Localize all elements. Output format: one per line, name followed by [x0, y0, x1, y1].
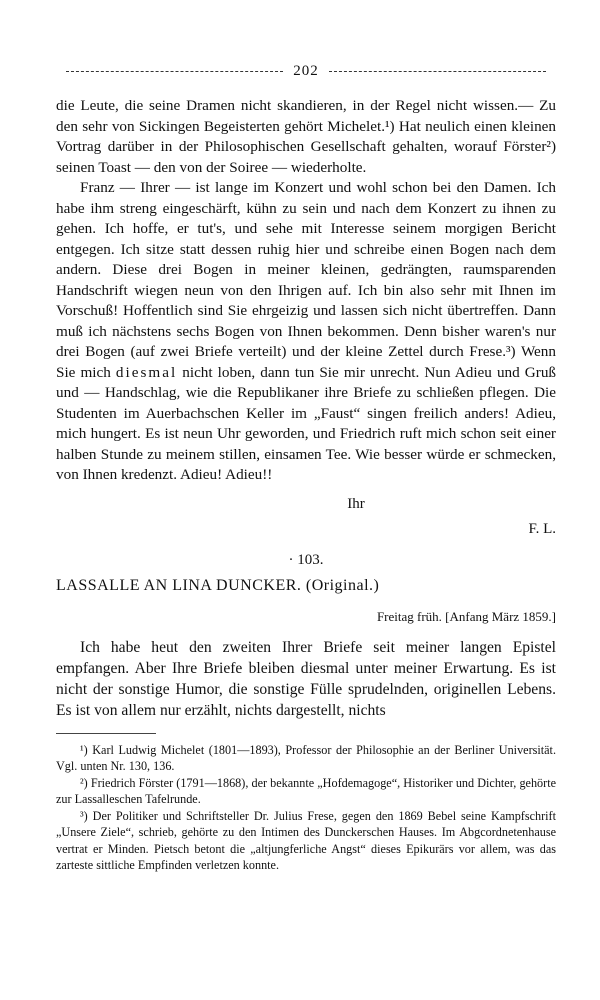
letter-body: [56, 637, 556, 721]
footnote-3: ³) Der Politiker und Schriftsteller Dr. Julius Frese, gegen den 1869 Bebel seine Kampfschrift „Unsere Ziele“, schrieb, gehörte zu den Intimen des Dunckerschen Hauses. Im Abgcordnetenhause vertrat er Minden. Pietsch betont die „altjungferliche Angst“ dieses Epikurärs vor allem, was das zarteste sittliche Empfinden verletzen konnte.: [56, 808, 556, 872]
paragraph-franz: [56, 178, 556, 486]
footnote-1: ¹) Karl Ludwig Michelet (1801—1893), Professor der Philosophie an der Berliner Universität. Vgl. unten Nr. 130, 136.: [56, 742, 556, 773]
document-page: [56, 60, 556, 874]
letter-title-note: (Original.): [305, 576, 380, 594]
footnote-divider: [56, 733, 156, 734]
footnote-2: ²) Friedrich Förster (1791—1868), der bekannte „Hofdemagoge“, Historiker und Dichter, gehörte zur Lassalleschen Tafelrunde.: [56, 775, 556, 806]
page-header: [56, 60, 556, 82]
emphasis-diesmal: diesmal: [115, 363, 178, 381]
signoff-initials: F. L.: [528, 520, 556, 537]
letter-title: LASSALLE AN LINA DUNCKER.: [56, 576, 302, 594]
paragraph-franz-part-a: Franz — Ihrer — ist lange im Konzert und wohl schon bei den Damen. Ich habe ihm streng eingeschärft, kühn zu sein und nach dem Konzert zu ihnen zu gehen. Ich hoffe, er tut's, und sehe mit Interesse seinem morgigen Bericht entgegen. Ich sitze statt dessen ruhig hier und schreibe einen Bogen nach dem andern. Diese drei Bogen in meiner kleinen, gedrängten, raumsparenden Handschrift wiegen neun von den Ihrigen auf. Ich bin also sehr mit Ihnen im Vorschuß! Hoffentlich sind Sie ehrgeizig und lassen sich nicht übertreffen. Dann muß ich nächstens sechs Bogen von Ihnen bekommen. Denn bisher waren's nur drei Bogen (auf zwei Briefe verteilt) und der kleine Zettel durch Frese.³) Wenn Sie mich: [56, 179, 556, 381]
header-rule-right: [329, 71, 546, 72]
letter-number: · 103.: [288, 551, 324, 568]
signoff-ihr: Ihr: [347, 495, 365, 512]
letter-date: Freitag früh. [Anfang März 1859.]: [376, 608, 556, 624]
paragraph-franz-part-b: nicht loben, dann tun Sie mir unrecht. Nun Adieu und Gruß und — Handschlag, wie die Republikaner ihre Briefe zu schließen pflegen. Die Studenten im Auerbachschen Keller im „Faust“ singen freilich anders! Adieu, mich hungert. Es ist neun Uhr geworden, und Friedrich ruft mich schon seit einer halben Stunde zu meinem stillen, einsamen Tee. Wie besser würde er schmecken, von Ihnen kredenzt. Adieu! Adieu!!: [56, 363, 557, 483]
page-number: 202: [293, 62, 319, 79]
header-rule-left: [66, 71, 283, 72]
footnotes: [56, 742, 556, 874]
letter-body-paragraph: Ich habe heut den zweiten Ihrer Briefe seit meiner langen Epistel empfangen. Aber Ihre Briefe bleiben diesmal unter meiner Erwartung. Es ist nicht der sonstige Humor, die sonstige Fülle sprudelnden, originellen Lebens. Es ist von allem nur erzählt, nichts dargestellt, nichts: [56, 638, 556, 719]
paragraph-continued: die Leute, die seine Dramen nicht skandieren, in der Regel nicht wissen.— Zu den sehr von Sickingen Begeisterten gehört Michelet.¹) Hat neulich einen kleinen Vortrag darüber in der Philosophischen Gesellschaft gehalten, worauf Förster²) seinen Toast — den von der Soiree — wiederholte.: [56, 97, 556, 176]
letter-heading: [56, 577, 556, 595]
